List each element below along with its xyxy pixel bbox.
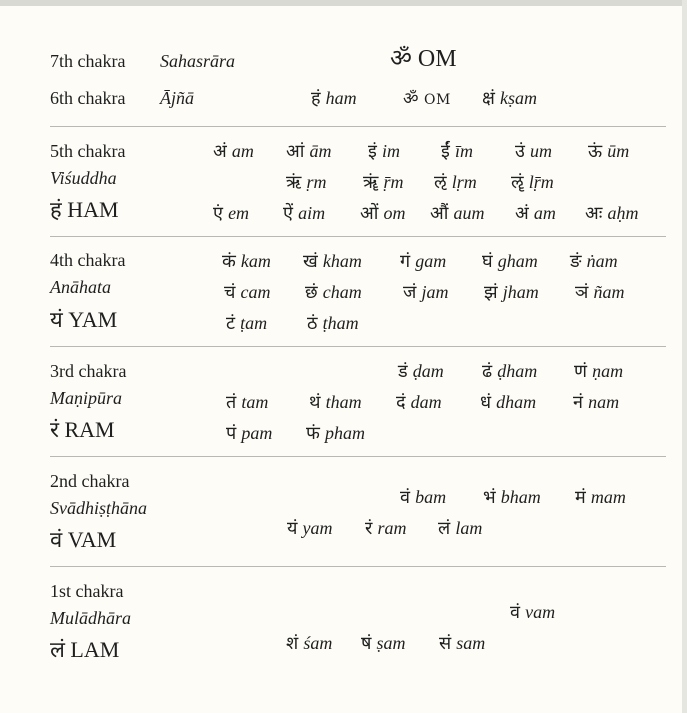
syllable: फं pham bbox=[306, 423, 365, 444]
chakra4-number: 4th chakra bbox=[50, 250, 126, 270]
chakra7-number: 7th chakra bbox=[50, 51, 126, 71]
om-symbol-icon: ॐ bbox=[390, 44, 412, 72]
chakra6-name: Ājñā bbox=[160, 88, 194, 108]
syllable: अं am bbox=[213, 141, 254, 162]
chakra3-number: 3rd chakra bbox=[50, 361, 127, 381]
syllable: आं ām bbox=[286, 141, 332, 162]
syllable: ओं om bbox=[360, 203, 406, 224]
syllable: वं bam bbox=[400, 487, 447, 508]
syllable: ऋं ṛm bbox=[286, 172, 327, 193]
syllable: यं yam bbox=[287, 518, 333, 539]
syllable: एं em bbox=[213, 203, 250, 224]
syllable: इं im bbox=[368, 141, 400, 162]
chakra1-seed: लं LAM bbox=[50, 637, 120, 663]
syllable: सं sam bbox=[439, 633, 486, 654]
syllable: कं kam bbox=[222, 251, 271, 272]
syllable: चं cam bbox=[224, 282, 271, 303]
syllable: लं lam bbox=[438, 518, 483, 539]
syllable: ढं ḍham bbox=[482, 361, 538, 382]
syllable: पं pam bbox=[226, 423, 273, 444]
chakra4-seed: यं YAM bbox=[50, 307, 118, 333]
syllable: ॡं lṝm bbox=[511, 172, 554, 193]
syllable: ऌं lṛm bbox=[434, 172, 477, 193]
divider bbox=[50, 456, 666, 457]
syllable: ऊं ūm bbox=[588, 141, 630, 162]
syllable-om-small: ॐ OM bbox=[403, 89, 451, 109]
syllable: छं cham bbox=[305, 282, 362, 303]
chakra3-name: Maṇipūra bbox=[50, 388, 122, 408]
om-label: OM bbox=[417, 46, 457, 72]
chakra2-name: Svādhiṣṭhāna bbox=[50, 498, 147, 518]
syllable: भं bham bbox=[483, 487, 541, 508]
syllable: घं gham bbox=[482, 251, 538, 272]
chakra1-name: Mulādhāra bbox=[50, 608, 131, 628]
chakra2-number: 2nd chakra bbox=[50, 471, 130, 491]
syllable: ञं ñam bbox=[575, 282, 625, 303]
syllable: दं dam bbox=[396, 392, 442, 413]
syllable: अः aḥm bbox=[585, 203, 639, 224]
syllable: क्षं kṣam bbox=[482, 88, 537, 109]
chakra5-seed: हं HAM bbox=[50, 197, 119, 223]
syllable: थं tham bbox=[309, 392, 362, 413]
chakra5-number: 5th chakra bbox=[50, 141, 126, 161]
syllable: टं ṭam bbox=[226, 313, 268, 334]
syllable: रं ram bbox=[365, 518, 407, 539]
syllable: णं ṇam bbox=[574, 361, 624, 382]
syllable: ॠं ṝm bbox=[363, 172, 404, 193]
chakra3-seed: रं RAM bbox=[50, 417, 115, 443]
divider bbox=[50, 126, 666, 127]
syllable: शं śam bbox=[286, 633, 333, 654]
syllable: खं kham bbox=[303, 251, 362, 272]
syllable: ईं īm bbox=[441, 141, 473, 162]
syllable: षं ṣam bbox=[361, 633, 406, 654]
chakra4-name: Anāhata bbox=[50, 277, 111, 297]
syllable: नं nam bbox=[573, 392, 620, 413]
syllable: ङं ṅam bbox=[570, 251, 618, 272]
syllable: झं jham bbox=[484, 282, 539, 303]
chakra7-name: Sahasrāra bbox=[160, 51, 236, 71]
chakra2-seed: वं VAM bbox=[50, 527, 117, 553]
divider bbox=[50, 236, 666, 237]
syllable: तं tam bbox=[226, 392, 269, 413]
scan-right-edge bbox=[682, 0, 687, 713]
syllable: मं mam bbox=[575, 487, 626, 508]
syllable: धं dham bbox=[480, 392, 537, 413]
syllable: उं um bbox=[515, 141, 552, 162]
syllable: जं jam bbox=[403, 282, 449, 303]
scan-top-edge bbox=[0, 0, 687, 6]
syllable: डं ḍam bbox=[398, 361, 444, 382]
chakra5-name: Viśuddha bbox=[50, 168, 117, 188]
divider bbox=[50, 566, 666, 567]
syllable: हं ham bbox=[311, 88, 357, 109]
syllable: अं am bbox=[515, 203, 556, 224]
syllable: गं gam bbox=[400, 251, 447, 272]
syllable: औं aum bbox=[430, 203, 485, 224]
syllable: ऐं aim bbox=[283, 203, 326, 224]
chakra6-number: 6th chakra bbox=[50, 88, 126, 108]
om-heading bbox=[390, 46, 457, 71]
syllable: ठं ṭham bbox=[307, 313, 359, 334]
divider bbox=[50, 346, 666, 347]
syllable: वं vam bbox=[510, 602, 556, 623]
chakra1-number: 1st chakra bbox=[50, 581, 124, 601]
